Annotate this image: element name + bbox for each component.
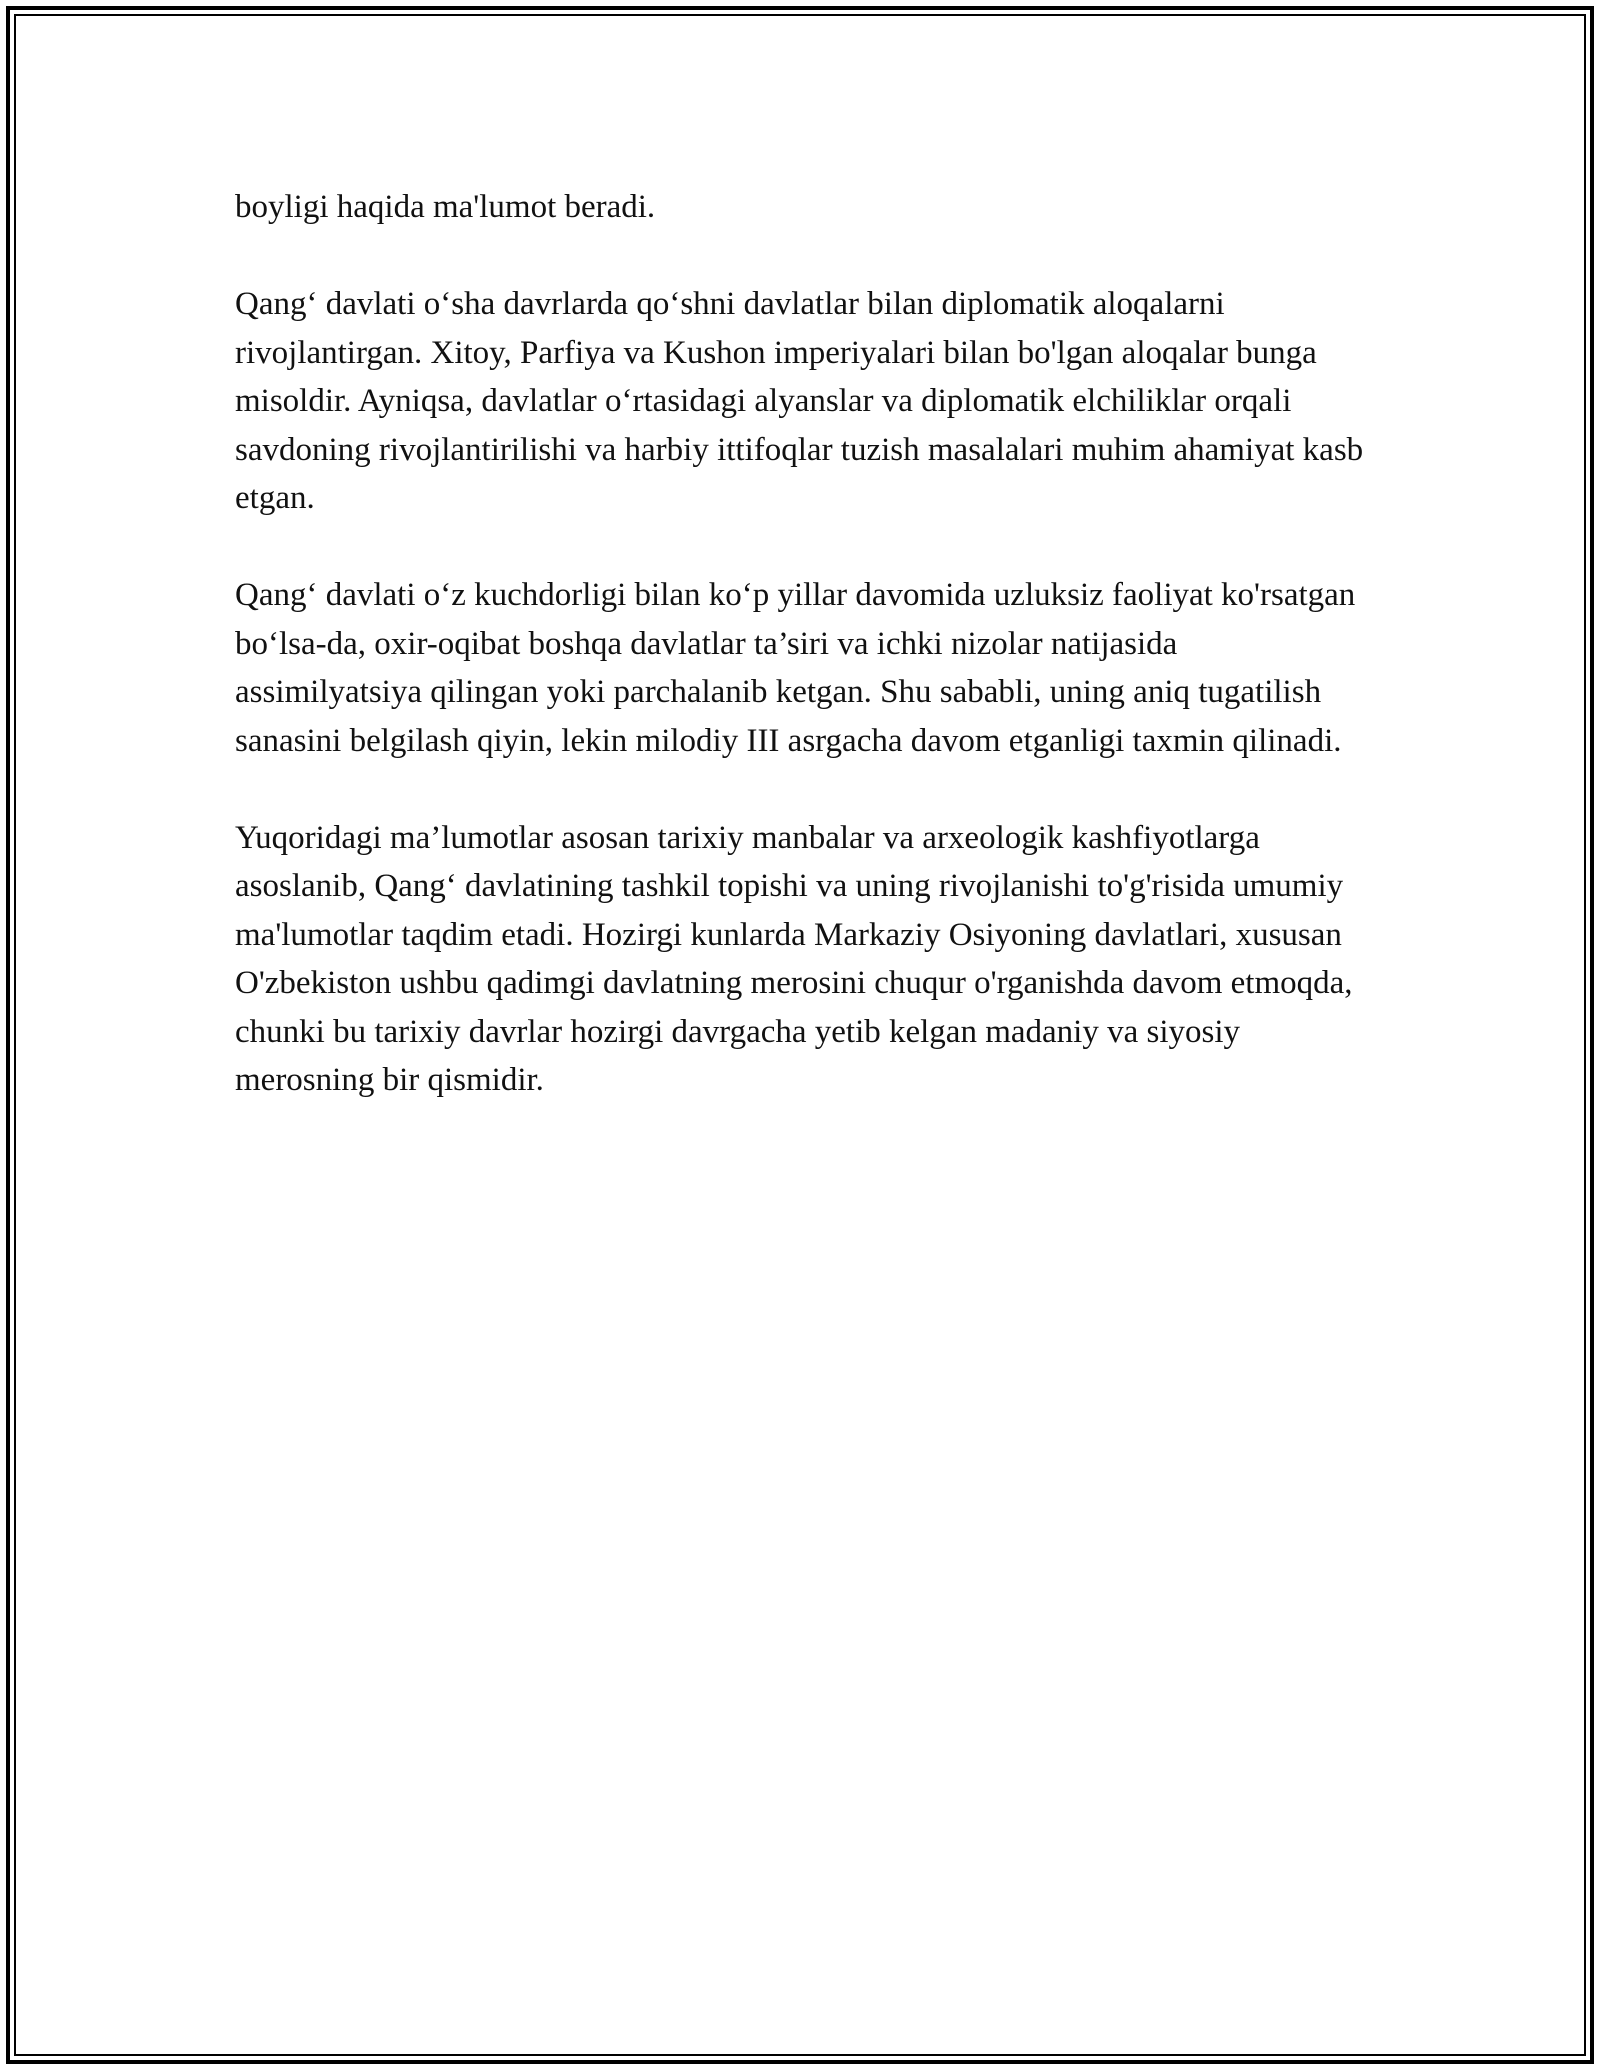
paragraph-decline: Qang‘ davlati o‘z kuchdorligi bilan ko‘p yillar davomida uzluksiz faoliyat ko'rsatgan bo‘lsa-da, oxir-oqibat boshqa davlatlar ta’siri va ichki nizolar natijasida assimilyatsiya qilingan yoki parchalanib ketgan. Shu sababli, uning aniq tugatilish sanasini belgilash qiyin, lekin milodiy III asrgacha davom etganligi taxmin qilinadi. — [235, 577, 1356, 759]
paragraph-conclusion: Yuqoridagi ma’lumotlar asosan tarixiy manbalar va arxeologik kashfiyotlarga asoslanib, Qang‘ davlatining tashkil topishi va uning rivojlanishi to'g'risida umumiy ma'lumotlar taqdim etadi. Hozirgi kunlarda Markaziy Osiyoning davlatlari, xususan O'zbekiston ushbu qadimgi davlatning merosini chuqur o'rganishda davom etmoqda, chunki bu tarixiy davrlar hozirgi davrgacha yetib kelgan madaniy va siyosiy merosning bir qismidir. — [235, 819, 1353, 1098]
paragraph-continuation: boyligi haqida ma'lumot beradi. — [235, 189, 656, 225]
document-body — [235, 183, 1365, 1153]
paragraph-diplomacy: Qang‘ davlati o‘sha davrlarda qo‘shni davlatlar bilan diplomatik aloqalarni rivojlantirgan. Xitoy, Parfiya va Kushon imperiyalari bilan bo'lgan aloqalar bunga misoldir. Ayniqsa, davlatlar o‘rtasidagi alyanslar va diplomatik elchiliklar orqali savdoning rivojlantirilishi va harbiy ittifoqlar tuzish masalalari muhim ahamiyat kasb etgan. — [235, 286, 1364, 516]
